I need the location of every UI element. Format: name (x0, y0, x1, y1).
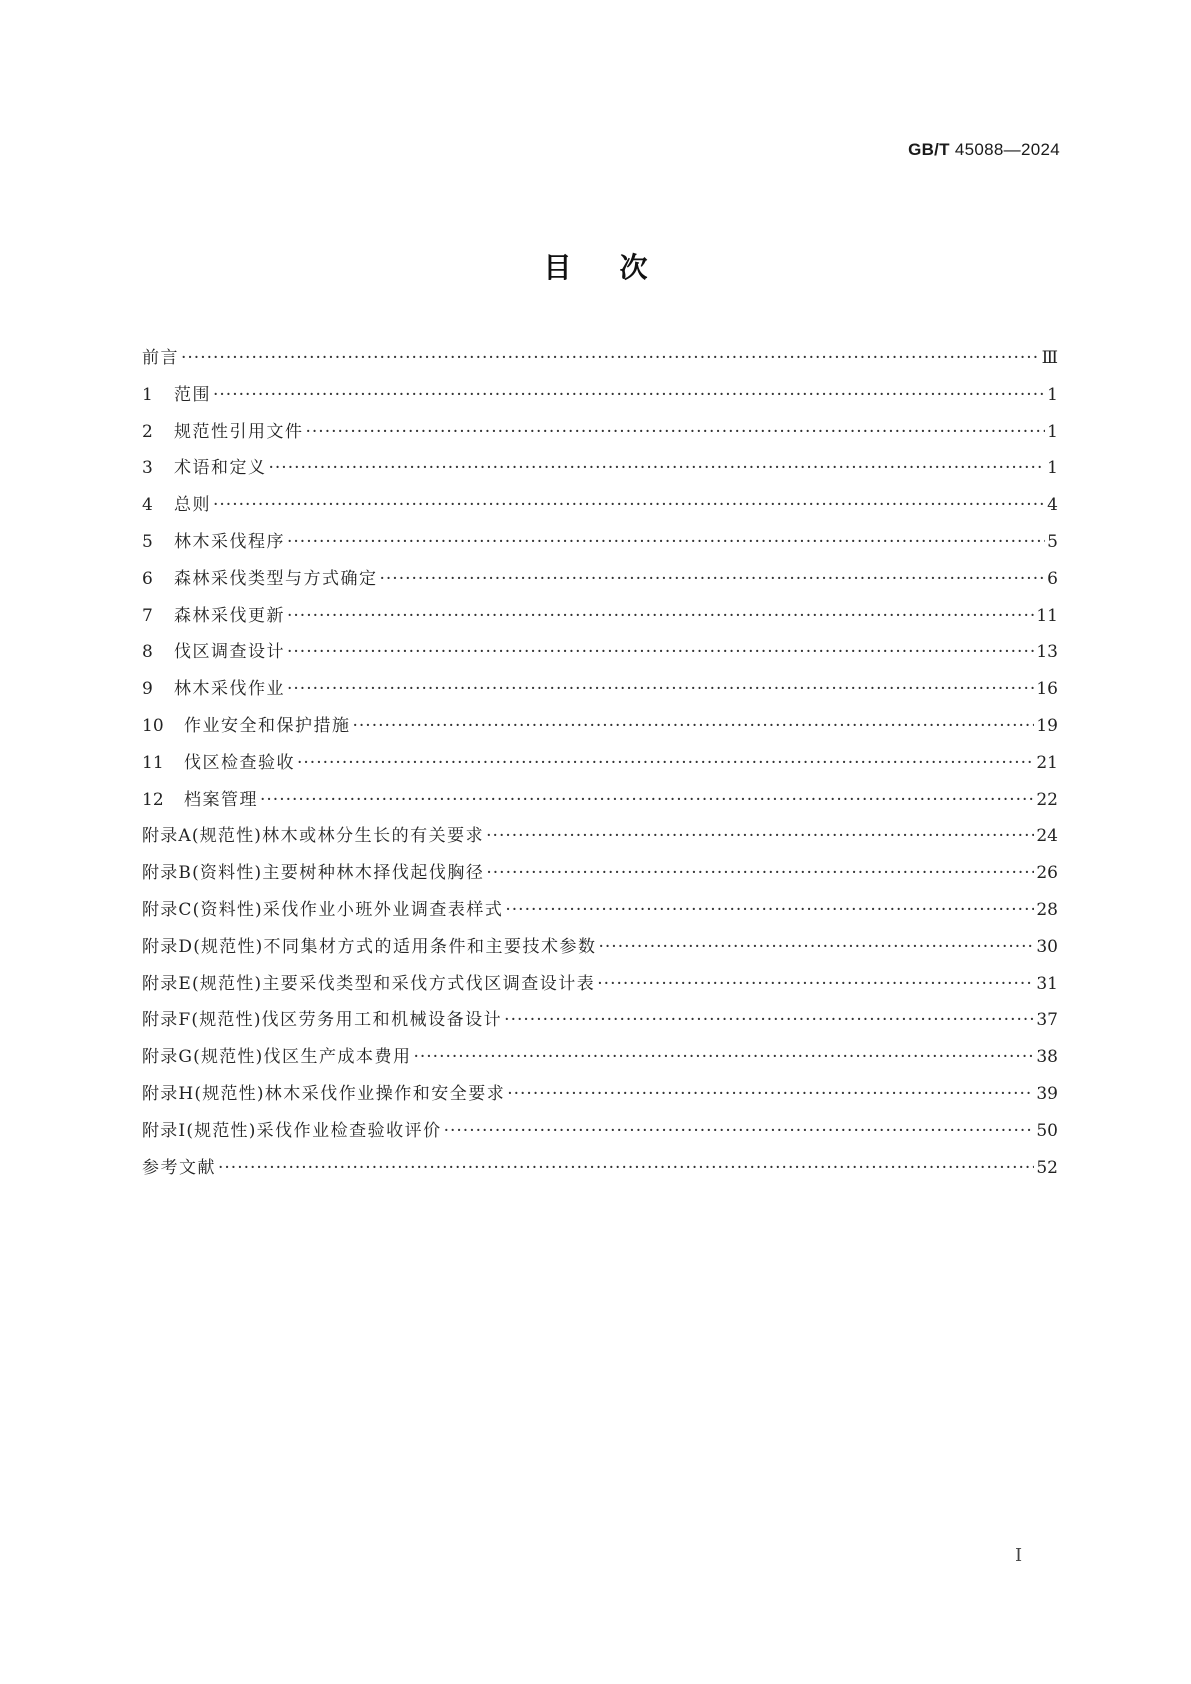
toc-page-number: 31 (1036, 973, 1058, 994)
toc-entry-appendix-b[interactable] (142, 855, 1058, 892)
toc-entry-appendix-e[interactable] (142, 966, 1058, 1003)
toc-label: 采伐作业小班外业调查表样式 (262, 899, 504, 920)
standard-number: 45088—2024 (949, 140, 1060, 159)
toc-entry-8[interactable] (142, 634, 1058, 671)
toc-appendix-heading: 附录G(规范性) (142, 1047, 264, 1068)
toc-entry-9[interactable] (142, 671, 1058, 708)
toc-label: 术语和定义 (174, 458, 267, 479)
toc-appendix-heading: 附录C(资料性) (142, 899, 263, 920)
toc-leader-dots (213, 487, 1045, 524)
toc-section-number: 1 (142, 384, 153, 405)
toc-entry-appendix-i[interactable] (142, 1113, 1058, 1150)
toc-section-number: 8 (142, 642, 153, 663)
toc-page-number: 39 (1036, 1083, 1058, 1104)
toc-entry-12[interactable] (142, 782, 1058, 819)
toc-page-number: 13 (1036, 642, 1058, 663)
toc-leader-dots (444, 1113, 1035, 1150)
toc-label: 范围 (174, 384, 211, 405)
toc-appendix-heading: 附录D(规范性) (142, 936, 264, 957)
toc-leader-dots (218, 1150, 1034, 1187)
toc-leader-dots (486, 818, 1034, 855)
toc-label: 伐区调查设计 (174, 642, 285, 663)
toc-page-number: 11 (1036, 605, 1058, 626)
toc-entry-7[interactable] (142, 598, 1058, 635)
table-of-contents (142, 340, 1058, 1186)
toc-page-number: 50 (1036, 1120, 1058, 1141)
toc-leader-dots (287, 598, 1034, 635)
toc-label: 伐区检查验收 (184, 752, 295, 773)
toc-label: 森林采伐类型与方式确定 (174, 568, 378, 589)
toc-entry-references[interactable] (142, 1150, 1058, 1187)
toc-leader-dots (353, 708, 1035, 745)
toc-entry-5[interactable] (142, 524, 1058, 561)
toc-entry-3[interactable] (142, 450, 1058, 487)
toc-page-number: 24 (1036, 826, 1058, 847)
toc-page-number: 5 (1047, 531, 1058, 552)
standard-prefix: GB/T (908, 140, 950, 159)
toc-leader-dots (213, 377, 1045, 414)
toc-page-number: 38 (1036, 1047, 1058, 1068)
toc-entry-1[interactable] (142, 377, 1058, 414)
toc-label: 参考文献 (142, 1157, 216, 1178)
toc-leader-dots (181, 340, 1040, 377)
toc-page-number: 1 (1047, 458, 1058, 479)
toc-entry-appendix-d[interactable] (142, 929, 1058, 966)
toc-entry-4[interactable] (142, 487, 1058, 524)
toc-label: 采伐作业检查验收评价 (256, 1120, 442, 1141)
page-folio: I (1015, 1545, 1023, 1566)
toc-page-number: 4 (1047, 495, 1058, 516)
toc-entry-10[interactable] (142, 708, 1058, 745)
toc-page-number: 6 (1047, 568, 1058, 589)
toc-leader-dots (597, 966, 1034, 1003)
toc-label: 林木采伐作业 (174, 679, 285, 700)
toc-section-number: 9 (142, 679, 153, 700)
toc-label: 林木或林分生长的有关要求 (262, 826, 485, 847)
toc-page-number: 1 (1047, 421, 1058, 442)
toc-leader-dots (287, 524, 1045, 561)
toc-section-number: 3 (142, 458, 153, 479)
toc-label: 作业安全和保护措施 (184, 715, 351, 736)
toc-section-number: 10 (142, 715, 164, 736)
toc-entry-appendix-a[interactable] (142, 818, 1058, 855)
toc-leader-dots (507, 1076, 1034, 1113)
toc-page-number: 26 (1036, 863, 1058, 884)
toc-page-number: 22 (1036, 789, 1058, 810)
page-title: 目次 (543, 251, 696, 284)
toc-label: 森林采伐更新 (174, 605, 285, 626)
toc-page-number: 28 (1036, 899, 1058, 920)
toc-label: 主要采伐类型和采伐方式伐区调查设计表 (262, 973, 596, 994)
toc-leader-dots (297, 745, 1034, 782)
toc-label: 规范性引用文件 (174, 421, 304, 442)
toc-leader-dots (504, 1002, 1034, 1039)
toc-leader-dots (269, 450, 1046, 487)
toc-appendix-heading: 附录I(规范性) (142, 1120, 257, 1141)
toc-page-number: 21 (1036, 752, 1058, 773)
toc-page-number: 19 (1036, 715, 1058, 736)
toc-label: 总则 (174, 495, 211, 516)
toc-entry-appendix-g[interactable] (142, 1039, 1058, 1076)
toc-label: 前言 (142, 348, 179, 368)
toc-page-number: Ⅲ (1041, 348, 1058, 368)
toc-leader-dots (486, 855, 1034, 892)
toc-label: 伐区劳务用工和机械设备设计 (261, 1010, 503, 1031)
toc-entry-2[interactable] (142, 414, 1058, 451)
toc-label: 主要树种林木择伐起伐胸径 (262, 863, 485, 884)
toc-label: 不同集材方式的适用条件和主要技术参数 (263, 936, 597, 957)
toc-entry-appendix-c[interactable] (142, 892, 1058, 929)
toc-leader-dots (287, 671, 1034, 708)
toc-section-number: 12 (142, 789, 164, 810)
toc-appendix-heading: 附录A(规范性) (142, 826, 263, 847)
toc-appendix-heading: 附录B(资料性) (142, 863, 263, 884)
toc-appendix-heading: 附录H(规范性) (142, 1083, 265, 1104)
toc-entry-11[interactable] (142, 745, 1058, 782)
toc-leader-dots (505, 892, 1034, 929)
toc-leader-dots (306, 414, 1046, 451)
toc-leader-dots (260, 782, 1034, 819)
toc-section-number: 11 (142, 752, 164, 773)
toc-section-number: 2 (142, 421, 153, 442)
toc-section-number: 4 (142, 495, 153, 516)
toc-section-number: 7 (142, 605, 153, 626)
toc-leader-dots (413, 1039, 1034, 1076)
toc-section-number: 5 (142, 531, 153, 552)
toc-label: 伐区生产成本费用 (263, 1047, 412, 1068)
toc-entry-preface[interactable] (142, 340, 1058, 377)
toc-page-number: 1 (1047, 384, 1058, 405)
toc-label: 林木采伐作业操作和安全要求 (264, 1083, 506, 1104)
toc-leader-dots (287, 634, 1034, 671)
toc-appendix-heading: 附录F(规范性) (142, 1010, 262, 1031)
toc-section-number: 6 (142, 568, 153, 589)
toc-page-number: 30 (1036, 936, 1058, 957)
toc-page-number: 37 (1036, 1010, 1058, 1031)
toc-page-number: 52 (1036, 1157, 1058, 1178)
toc-appendix-heading: 附录E(规范性) (142, 973, 263, 994)
toc-entry-appendix-h[interactable] (142, 1076, 1058, 1113)
toc-leader-dots (599, 929, 1035, 966)
toc-entry-appendix-f[interactable] (142, 1002, 1058, 1039)
toc-leader-dots (380, 561, 1046, 598)
standard-code (908, 140, 1060, 160)
toc-label: 档案管理 (184, 789, 258, 810)
toc-entry-6[interactable] (142, 561, 1058, 598)
toc-page-number: 16 (1036, 679, 1058, 700)
toc-label: 林木采伐程序 (174, 531, 285, 552)
